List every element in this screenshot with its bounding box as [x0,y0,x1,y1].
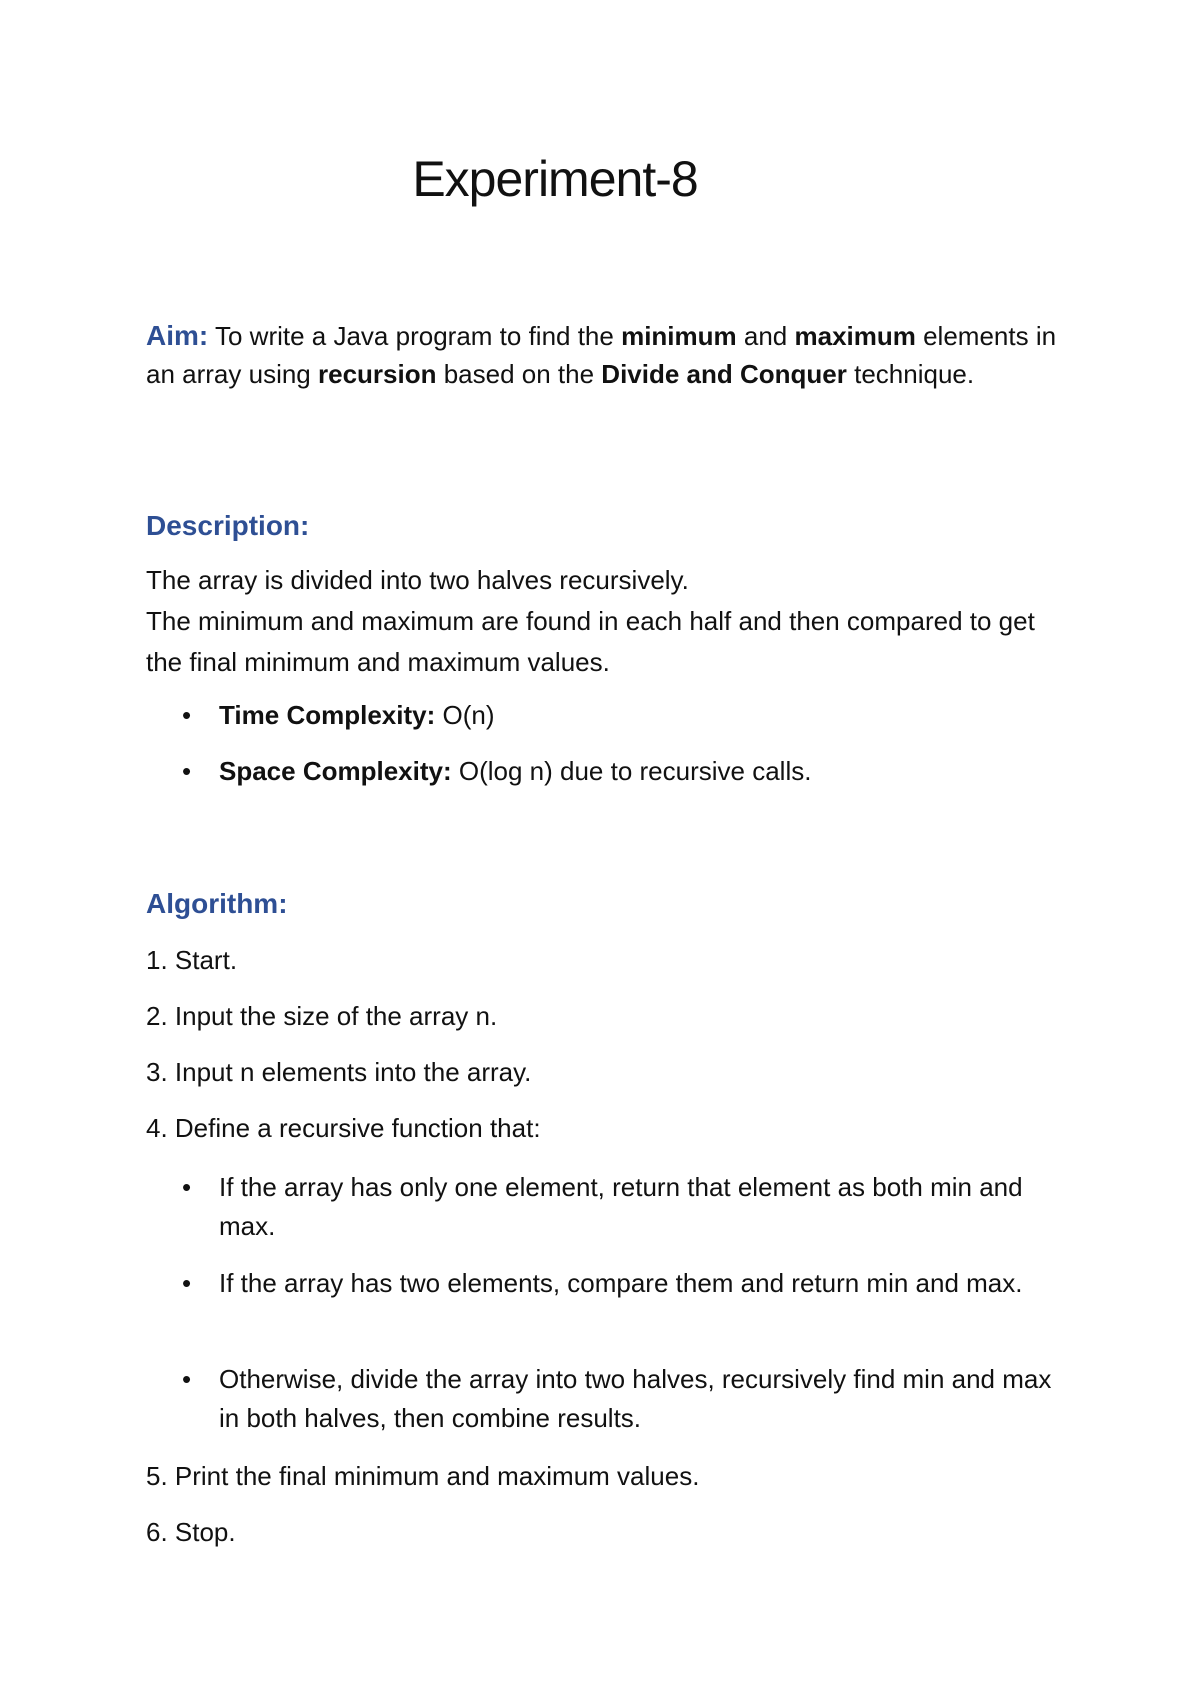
aim-bold-maximum: maximum [794,321,916,351]
algorithm-heading: Algorithm: [146,888,288,919]
time-complexity-value: O(n) [435,700,495,730]
algorithm-substep: If the array has only one element, return that element as both min and max. [219,1172,1023,1241]
aim-bold-divide-conquer: Divide and Conquer [601,359,847,389]
list-item [182,1264,1062,1303]
list-item [182,1168,1062,1246]
aim-label: Aim: [146,320,209,351]
algorithm-substep: If the array has two elements, compare them and return min and max. [219,1268,1023,1298]
list-item [182,1360,1062,1438]
space-complexity-label: Space Complexity: [219,756,452,786]
description-line-2: The minimum and maximum are found in each half and then compared to get the final minimum and maximum values. [146,606,1035,677]
description-line-1: The array is divided into two halves recursively. [146,565,689,595]
algorithm-step: 1. Start. [146,945,238,975]
aim-text-1: To write a Java program to find the [208,321,622,351]
aim-bold-recursion: recursion [317,359,437,389]
description-heading: Description: [146,510,310,541]
bullet-icon: • [182,700,192,730]
algorithm-step: 3. Input n elements into the array. [146,1057,532,1087]
space-complexity-value: O(log n) due to recursive calls. [451,756,812,786]
page-title: Experiment-8 [412,151,698,207]
time-complexity-label: Time Complexity: [219,700,436,730]
list-item [182,696,1062,735]
bullet-icon: • [182,1268,192,1298]
bullet-icon: • [182,756,192,786]
bullet-icon: • [182,1364,192,1394]
aim-paragraph [146,317,1076,393]
algorithm-step: 4. Define a recursive function that: [146,1113,541,1143]
list-item [182,752,1062,791]
algorithm-step: 6. Stop. [146,1517,236,1547]
aim-text-3: elements in an array using [146,321,1057,389]
aim-text-2: and [736,321,795,351]
aim-text-5: technique. [846,359,975,389]
bullet-icon: • [182,1172,192,1202]
description-paragraph [146,560,1076,683]
aim-text-4: based on the [436,359,602,389]
algorithm-step: 2. Input the size of the array n. [146,1001,498,1031]
algorithm-substep: Otherwise, divide the array into two halves, recursively find min and max in both halves, then combine results. [219,1364,1052,1433]
algorithm-step: 5. Print the final minimum and maximum values. [146,1461,700,1491]
aim-bold-minimum: minimum [621,321,737,351]
